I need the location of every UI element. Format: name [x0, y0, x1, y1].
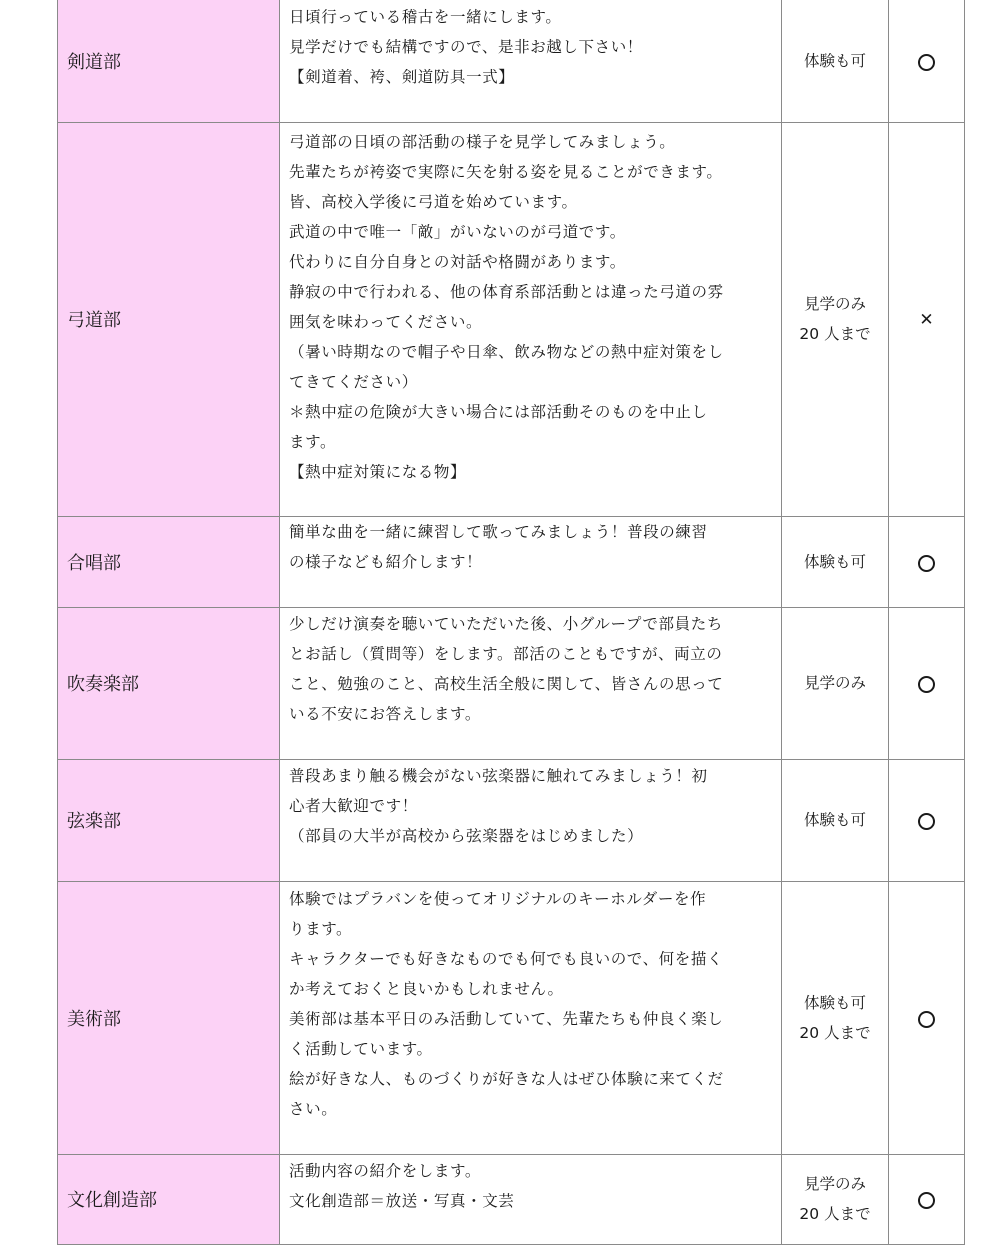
availability-mark: [889, 607, 965, 759]
availability-mark: [889, 1154, 965, 1244]
availability-mark: [889, 122, 965, 516]
club-description: [280, 607, 782, 759]
description-line: 皆、高校入学後に弓道を始めています。: [289, 192, 578, 211]
table-row: [58, 0, 965, 122]
circle-mark-icon: [918, 813, 935, 830]
description-line: ります。: [289, 919, 353, 938]
club-description: [280, 516, 782, 607]
description-line: 普段あまり触る機会がない弦楽器に触れてみましょう！初: [289, 766, 708, 785]
participation-type: [782, 607, 889, 759]
club-name: 吹奏楽部: [58, 607, 280, 759]
description-line: 美術部は基本平日のみ活動していて、先輩たちも仲良く楽し: [289, 1009, 724, 1028]
description-line: 【剣道着、袴、剣道防具一式】: [289, 68, 515, 86]
description-line: 代わりに自分自身との対話や格闘があります。: [289, 252, 626, 271]
table-row: [58, 516, 965, 607]
club-description: [280, 0, 782, 122]
participation-type: [782, 516, 889, 607]
description-line: とお話し（質問等）をします。部活のこともですが、両立の: [289, 644, 723, 663]
participation-type-line: 20 人まで: [799, 1023, 871, 1042]
description-line: いる不安にお答えします。: [289, 704, 481, 723]
description-line: 簡単な曲を一緒に練習して歌ってみましょう！普段の練習: [289, 522, 708, 541]
description-line: 少しだけ演奏を聴いていただいた後、小グループで部員たち: [289, 614, 723, 633]
participation-type-line: 体験も可: [803, 552, 866, 571]
circle-mark-icon: [918, 1192, 935, 1209]
participation-type-line: 見学のみ: [803, 1175, 866, 1193]
description-line: キャラクターでも好きなものでも何でも良いので、何を描く: [289, 949, 724, 968]
description-line: 武道の中で唯一「敵」がいないのが弓道です。: [289, 222, 626, 241]
description-line: てきてください）: [289, 372, 418, 391]
description-line: 日頃行っている稽古を一緒にします。: [289, 8, 562, 26]
availability-mark: [889, 516, 965, 607]
participation-type-line: 体験も可: [803, 811, 866, 829]
participation-type-line: 体験も可: [803, 51, 866, 70]
circle-mark-icon: [918, 555, 935, 572]
participation-type-line: 20 人まで: [799, 1205, 871, 1223]
description-line: 活動内容の紹介をします。: [289, 1161, 481, 1180]
participation-type: [782, 759, 889, 881]
circle-mark-icon: [918, 676, 935, 693]
description-line: （暑い時期なので帽子や日傘、飲み物などの熱中症対策をし: [289, 342, 724, 361]
table-row: [58, 759, 965, 881]
availability-mark: [889, 0, 965, 122]
description-line: 弓道部の日頃の部活動の様子を見学してみましょう。: [289, 132, 676, 151]
description-line: か考えておくと良いかもしれません。: [289, 979, 564, 998]
participation-type-line: 見学のみ: [803, 674, 866, 692]
participation-type-line: 見学のみ: [803, 295, 866, 313]
club-description: [280, 122, 782, 516]
circle-mark-icon: [918, 1011, 935, 1028]
description-line: 心者大歓迎です！: [289, 796, 418, 815]
description-line: （部員の大半が高校から弦楽器をはじめました）: [289, 826, 644, 845]
description-line: 先輩たちが袴姿で実際に矢を射る姿を見ることができます。: [289, 162, 723, 181]
participation-type-line: 20 人まで: [799, 325, 871, 343]
description-line: の様子なども紹介します！: [289, 552, 483, 571]
club-description: [280, 759, 782, 881]
description-line: 絵が好きな人、ものづくりが好きな人はぜひ体験に来てくだ: [289, 1069, 724, 1088]
circle-mark-icon: [918, 54, 935, 71]
cross-mark-icon: ✕: [919, 310, 934, 330]
club-description: [280, 1154, 782, 1244]
description-line: ます。: [289, 432, 337, 451]
description-line: 文化創造部＝放送・写真・文芸: [289, 1191, 515, 1210]
participation-type: [782, 122, 889, 516]
availability-mark: [889, 881, 965, 1154]
description-line: 【熱中症対策になる物】: [289, 462, 467, 481]
description-line: ＊熱中症の危険が大きい場合には部活動そのものを中止し: [289, 402, 708, 421]
description-line: 囲気を味わってください。: [289, 312, 483, 331]
table-row: [58, 1154, 965, 1244]
description-line: 体験ではプラバンを使ってオリジナルのキーホルダーを作: [289, 889, 707, 908]
club-description: [280, 881, 782, 1154]
participation-type: [782, 1154, 889, 1244]
club-name: 弦楽部: [58, 759, 280, 881]
description-line: 静寂の中で行われる、他の体育系部活動とは違った弓道の雰: [289, 282, 724, 301]
club-name: 合唱部: [58, 516, 280, 607]
participation-type-line: 体験も可: [803, 993, 866, 1012]
club-activity-table: [57, 0, 965, 1245]
description-line: こと、勉強のこと、高校生活全般に関して、皆さんの思って: [289, 674, 724, 693]
club-name: 美術部: [58, 881, 280, 1154]
club-schedule-sheet: [57, 0, 965, 1245]
participation-type: [782, 0, 889, 122]
availability-mark: [889, 759, 965, 881]
club-name: 剣道部: [58, 0, 280, 122]
table-row: [58, 122, 965, 516]
table-row: [58, 881, 965, 1154]
participation-type: [782, 881, 889, 1154]
description-line: 見学だけでも結構ですので、是非お越し下さい！: [289, 38, 643, 56]
description-line: く活動しています。: [289, 1039, 433, 1058]
description-line: さい。: [289, 1099, 338, 1118]
club-name: 文化創造部: [58, 1154, 280, 1244]
table-row: [58, 607, 965, 759]
club-name: 弓道部: [58, 122, 280, 516]
